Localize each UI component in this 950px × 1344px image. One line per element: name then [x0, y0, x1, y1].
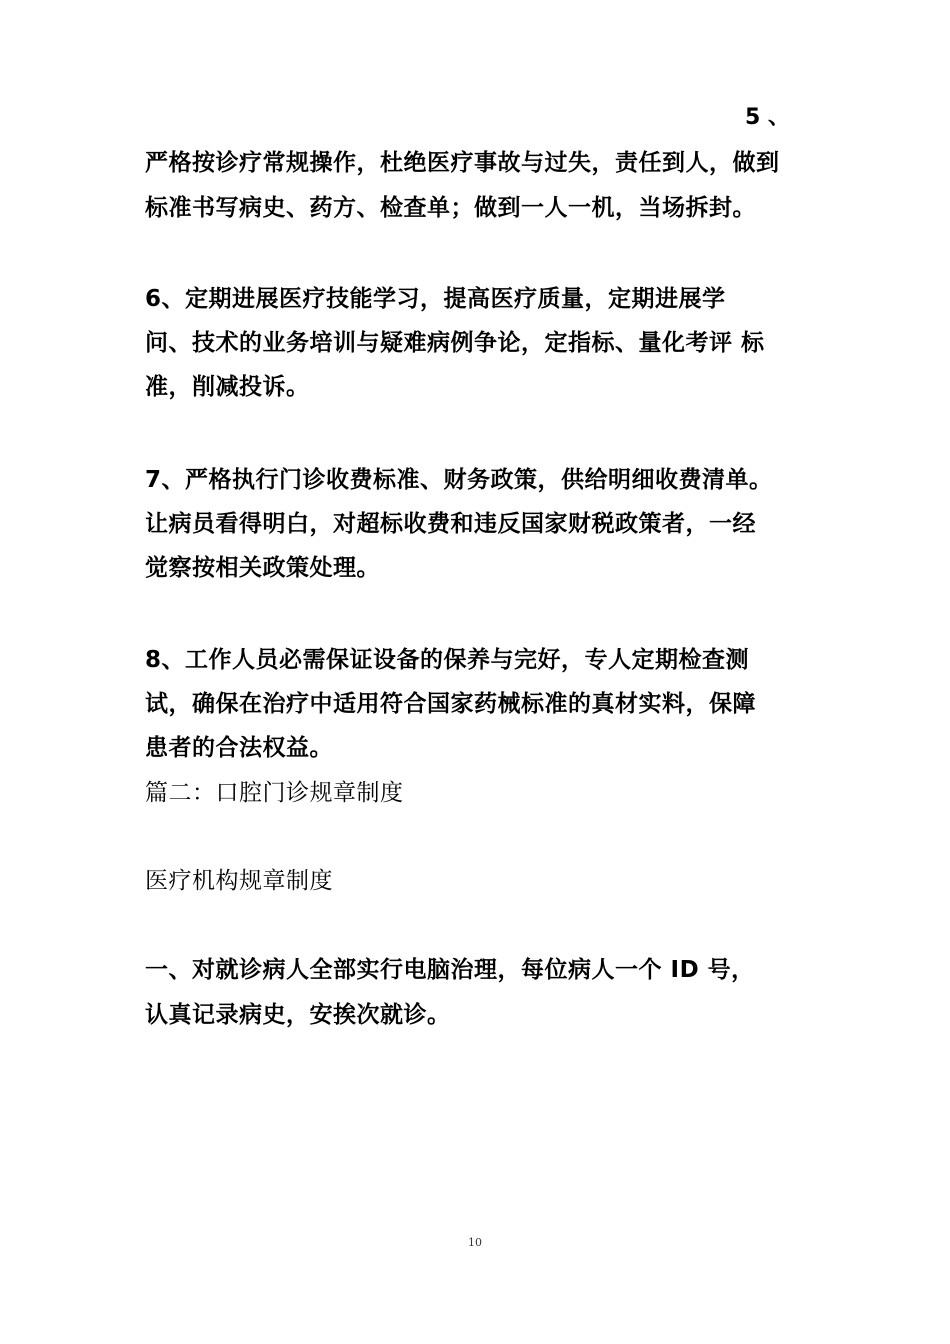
paragraph-6-line-1: 6、定期进展医疗技能学习，提高医疗质量，定期进展学 — [145, 286, 726, 312]
paragraph-7-line-2: 让病员看得明白，对超标收费和违反国家财税政策者，一经 — [145, 511, 756, 537]
paragraph-7-line-1: 7、严格执行门诊收费标准、财务政策，供给明细收费清单。 — [145, 467, 773, 493]
paragraph-8-line-2: 试，确保在治疗中适用符合国家药械标准的真材实料，保障 — [145, 691, 756, 717]
paragraph-6-line-3: 准，削减投诉。 — [145, 374, 310, 400]
paragraph-8-line-1: 8、工作人员必需保证设备的保养与完好，专人定期检查测 — [145, 647, 750, 673]
paragraph-5-marker: 5 、 — [745, 105, 790, 130]
paragraph-8-line-3: 患者的合法权益。 — [145, 735, 333, 761]
section-heading: 篇二：口腔门诊规章制度 — [145, 780, 404, 806]
subheading: 医疗机构规章制度 — [145, 868, 333, 894]
paragraph-7-line-3: 觉察按相关政策处理。 — [145, 555, 380, 581]
paragraph-5-line-1: 严格按诊疗常规操作，杜绝医疗事故与过失，责任到人，做到 — [145, 150, 780, 176]
paragraph-5-line-2: 标准书写病史、药方、检查单；做到一人一机，当场拆封。 — [145, 195, 756, 221]
paragraph-6-line-2: 问、技术的业务培训与疑难病例争论，定指标、量化考评 标 — [145, 330, 765, 356]
rule-one-line-2: 认真记录病史，安挨次就诊。 — [145, 1002, 451, 1028]
page-number: 10 — [468, 1236, 482, 1249]
rule-one-line-1: 一、对就诊病人全部实行电脑治理，每位病人一个 ID 号， — [145, 957, 755, 983]
